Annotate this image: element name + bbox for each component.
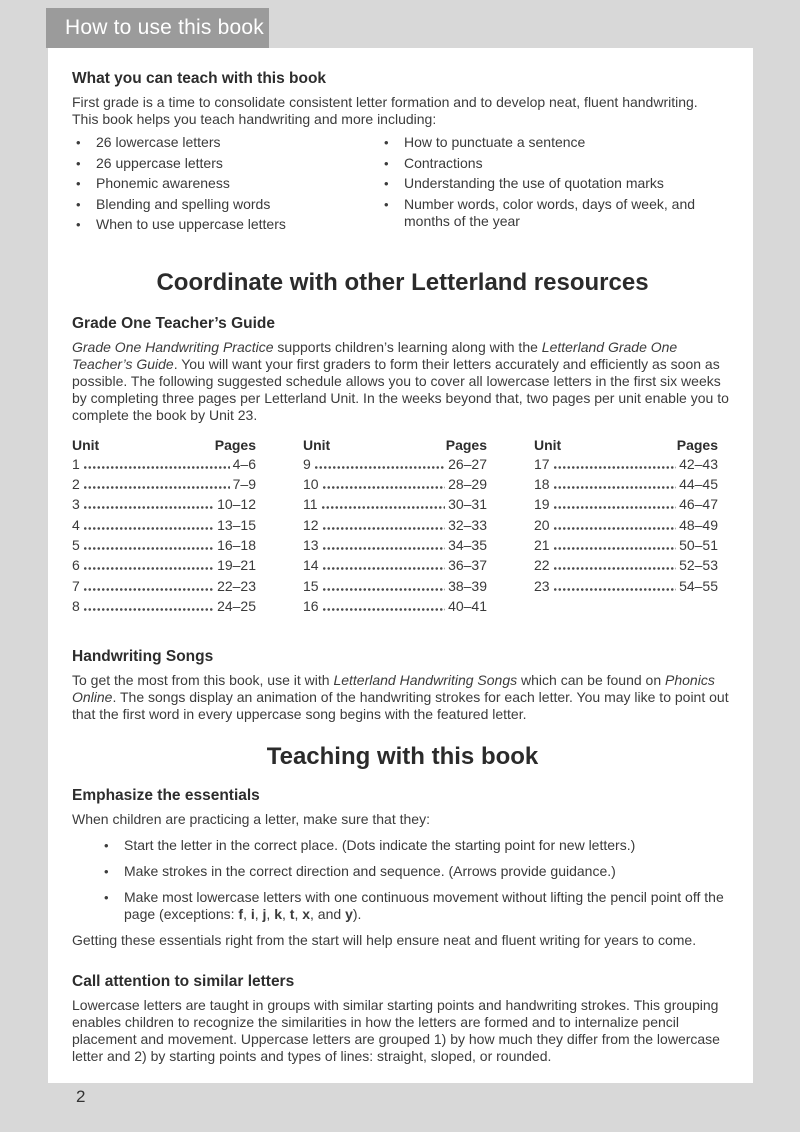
pages-column-label: Pages — [676, 436, 718, 453]
dot-leader — [83, 486, 230, 489]
page-range: 48–49 — [679, 516, 718, 533]
songs-paragraph: To get the most from this book, use it with Letterland Handwriting Songs which can be found on Phonics Online. The songs display an animation of the handwriting strokes for each letter. You may like to point out that the first word in every uppercase song begins with the featured letter. — [72, 672, 729, 723]
page-range: 40–41 — [448, 597, 487, 614]
bullet-icon: • — [76, 155, 81, 171]
chapter-banner-title: How to use this book — [65, 16, 264, 39]
page-range: 19–21 — [217, 557, 256, 574]
guide-heading: Grade One Teacher’s Guide — [72, 314, 276, 332]
list-item-label: Understanding the use of quotation marks — [404, 175, 664, 191]
page-range: 38–39 — [448, 577, 487, 594]
schedule-row — [303, 456, 487, 476]
essentials-closing: Getting these essentials right from the start will help ensure neat and fluent writing for years to come. — [72, 932, 697, 949]
essentials-lead: When children are practicing a letter, make sure that they: — [72, 811, 430, 828]
bullet-icon: • — [104, 890, 109, 906]
page-range: 46–47 — [679, 496, 718, 513]
schedule-row — [303, 578, 487, 598]
dot-leader — [553, 466, 676, 469]
schedule-rows — [534, 456, 718, 598]
page-range: 32–33 — [448, 516, 487, 533]
unit-column-label: Unit — [534, 436, 562, 453]
coordinate-heading: Coordinate with other Letterland resources — [156, 268, 649, 296]
list-item — [72, 175, 380, 192]
teach-column-left — [72, 134, 380, 237]
list-item — [72, 134, 380, 151]
schedule-row — [303, 517, 487, 537]
unit-number: 6 — [72, 557, 80, 574]
schedule-row — [72, 456, 256, 476]
teaching-heading: Teaching with this book — [266, 743, 539, 771]
page-range: 44–45 — [679, 476, 718, 493]
dot-leader — [553, 486, 676, 489]
schedule-rows — [72, 456, 256, 618]
intro-line-2: This book helps you teach handwriting and more including: — [72, 111, 437, 127]
schedule-row — [72, 476, 256, 496]
list-item — [380, 155, 710, 172]
schedule-row — [72, 517, 256, 537]
similar-paragraph: Lowercase letters are taught in groups with similar starting points and handwriting strokes. This grouping enables children to recognize the similarities in how the letters are formed and to internalize pencil placement and movement. Uppercase letters are grouped 1) by how much they differ from the lowercase letter and 2) by starting points and types of lines: straight, sloped, or rounded. — [72, 997, 720, 1065]
similar-heading: Call attention to similar letters — [72, 973, 295, 991]
teach-bullet-columns — [72, 134, 733, 237]
unit-number: 8 — [72, 597, 80, 614]
list-item — [100, 837, 733, 854]
bullet-icon: • — [76, 217, 81, 232]
page-range: 4–6 — [232, 455, 256, 472]
schedule-row — [303, 496, 487, 516]
unit-number: 12 — [303, 516, 319, 533]
schedule-row — [303, 557, 487, 577]
page-range: 52–53 — [679, 557, 718, 574]
schedule-row — [534, 557, 718, 577]
list-item-label: Contractions — [404, 154, 483, 171]
dot-leader — [314, 466, 445, 469]
schedule-row — [534, 496, 718, 516]
dot-leader — [321, 506, 446, 509]
dot-leader — [83, 506, 214, 509]
schedule-row — [303, 598, 487, 618]
dot-leader — [83, 466, 230, 469]
page-range: 10–12 — [217, 496, 256, 513]
list-item-label: Number words, color words, days of week, and months of the year — [404, 195, 696, 229]
intro-line-1: First grade is a time to consolidate consistent letter formation and to develop neat, fluent handwriting. — [72, 94, 698, 110]
songs-heading: Handwriting Songs — [72, 648, 214, 666]
schedule-row — [72, 598, 256, 618]
dot-leader — [322, 486, 445, 489]
bullet-icon: • — [104, 864, 109, 880]
unit-number: 2 — [72, 476, 80, 493]
unit-number: 13 — [303, 536, 319, 553]
schedule-row — [72, 578, 256, 598]
schedule-header — [72, 436, 256, 456]
dot-leader — [322, 547, 445, 550]
unit-column-label: Unit — [72, 436, 100, 453]
schedule-header — [303, 436, 487, 456]
unit-number: 15 — [303, 577, 319, 594]
bullet-icon: • — [384, 135, 389, 150]
unit-number: 5 — [72, 536, 80, 553]
list-item — [72, 216, 380, 233]
pages-column-label: Pages — [214, 436, 256, 453]
schedule-row — [72, 557, 256, 577]
page-range: 30–31 — [448, 496, 487, 513]
page-range: 16–18 — [217, 536, 256, 553]
list-item-label: 26 lowercase letters — [96, 134, 221, 150]
unit-number: 20 — [534, 516, 550, 533]
unit-number: 7 — [72, 577, 80, 594]
unit-number: 1 — [72, 455, 80, 472]
schedule-header — [534, 436, 718, 456]
bullet-icon: • — [384, 176, 389, 191]
unit-number: 19 — [534, 496, 550, 513]
teach-list-left — [72, 134, 380, 233]
list-item-label: When to use uppercase letters — [96, 216, 286, 232]
dot-leader — [322, 588, 445, 591]
page-number: 2 — [76, 1087, 86, 1106]
schedule-row — [534, 578, 718, 598]
schedule-row — [72, 496, 256, 516]
unit-page-schedule — [72, 436, 733, 619]
schedule-row — [72, 537, 256, 557]
list-item — [380, 196, 710, 230]
unit-number: 11 — [303, 496, 318, 513]
bullet-icon: • — [384, 155, 389, 171]
unit-number: 18 — [534, 476, 550, 493]
schedule-row — [303, 476, 487, 496]
dot-leader — [553, 506, 676, 509]
unit-number: 9 — [303, 455, 311, 472]
list-item-label: Make most lowercase letters with one continuous movement without lifting the pencil point off the page (exceptions: f, i, j, k, t, x, and y). — [124, 889, 724, 923]
page-range: 34–35 — [448, 536, 487, 553]
schedule-rows — [303, 456, 487, 618]
list-item-label: Start the letter in the correct place. (Dots indicate the starting point for new letters.) — [124, 837, 636, 854]
list-item-label: Phonemic awareness — [96, 175, 230, 191]
bullet-icon: • — [384, 196, 389, 212]
unit-number: 16 — [303, 597, 319, 614]
schedule-column-3 — [534, 436, 718, 619]
bullet-icon: • — [76, 176, 81, 191]
dot-leader — [553, 567, 676, 570]
page-range: 42–43 — [679, 455, 718, 472]
schedule-column-2 — [303, 436, 487, 619]
page-range: 54–55 — [679, 577, 718, 594]
bullet-icon: • — [104, 838, 109, 854]
schedule-row — [534, 537, 718, 557]
list-item — [380, 175, 710, 192]
dot-leader — [553, 547, 676, 550]
bullet-icon: • — [76, 135, 81, 150]
dot-leader — [553, 527, 676, 530]
essentials-heading: Emphasize the essentials — [72, 787, 260, 805]
page-range: 7–9 — [232, 476, 256, 493]
list-item-label: Blending and spelling words — [96, 195, 271, 212]
dot-leader — [553, 588, 676, 591]
what-teach-heading: What you can teach with this book — [72, 70, 327, 87]
essentials-list — [72, 837, 733, 923]
dot-leader — [83, 567, 214, 570]
dot-leader — [83, 527, 214, 530]
chapter-banner — [46, 8, 269, 48]
page-range: 50–51 — [679, 536, 718, 553]
schedule-row — [534, 456, 718, 476]
unit-number: 17 — [534, 455, 550, 472]
schedule-row — [534, 476, 718, 496]
list-item-label: How to punctuate a sentence — [404, 134, 586, 150]
page-range: 26–27 — [448, 455, 487, 472]
page-sheet — [48, 48, 753, 1083]
bullet-icon: • — [76, 196, 81, 212]
unit-number: 23 — [534, 577, 550, 594]
unit-number: 3 — [72, 496, 80, 513]
page-range: 24–25 — [217, 597, 256, 614]
list-item — [72, 196, 380, 213]
page-range: 22–23 — [217, 577, 256, 594]
dot-leader — [83, 608, 214, 611]
unit-number: 22 — [534, 557, 550, 574]
dot-leader — [322, 567, 445, 570]
list-item-label: Make strokes in the correct direction and sequence. (Arrows provide guidance.) — [124, 863, 616, 880]
unit-number: 14 — [303, 557, 319, 574]
pages-column-label: Pages — [445, 436, 487, 453]
section-similar-letters — [72, 973, 733, 1065]
unit-number: 21 — [534, 536, 550, 553]
page-range: 13–15 — [217, 516, 256, 533]
section-teachers-guide — [72, 315, 733, 424]
list-item-label: 26 uppercase letters — [96, 154, 223, 171]
section-handwriting-songs — [72, 648, 733, 723]
schedule-column-1 — [72, 436, 256, 619]
teach-list-right — [380, 134, 710, 230]
page-range: 28–29 — [448, 476, 487, 493]
unit-number: 10 — [303, 476, 319, 493]
list-item — [72, 155, 380, 172]
section-what-you-can-teach — [72, 70, 733, 237]
dot-leader — [83, 547, 214, 550]
guide-paragraph: Grade One Handwriting Practice supports children’s learning along with the Letterland Grade One Teacher’s Guide. You will want your first graders to form their letters accurately and efficiently as soon as possible. The following suggested schedule allows you to cover all lowercase letters in the first six weeks by completing three pages per Letterland Unit. In the weeks beyond that, two pages per unit enable you to complete the book by Unit 23. — [72, 338, 729, 423]
unit-column-label: Unit — [303, 436, 331, 453]
dot-leader — [322, 527, 445, 530]
schedule-row — [534, 517, 718, 537]
schedule-row — [303, 537, 487, 557]
section-emphasize-essentials — [72, 787, 733, 949]
dot-leader — [322, 608, 445, 611]
page-range: 36–37 — [448, 557, 487, 574]
list-item — [100, 889, 733, 923]
list-item — [100, 863, 733, 880]
list-item — [380, 134, 710, 151]
unit-number: 4 — [72, 516, 80, 533]
dot-leader — [83, 588, 214, 591]
teach-column-right — [380, 134, 710, 237]
